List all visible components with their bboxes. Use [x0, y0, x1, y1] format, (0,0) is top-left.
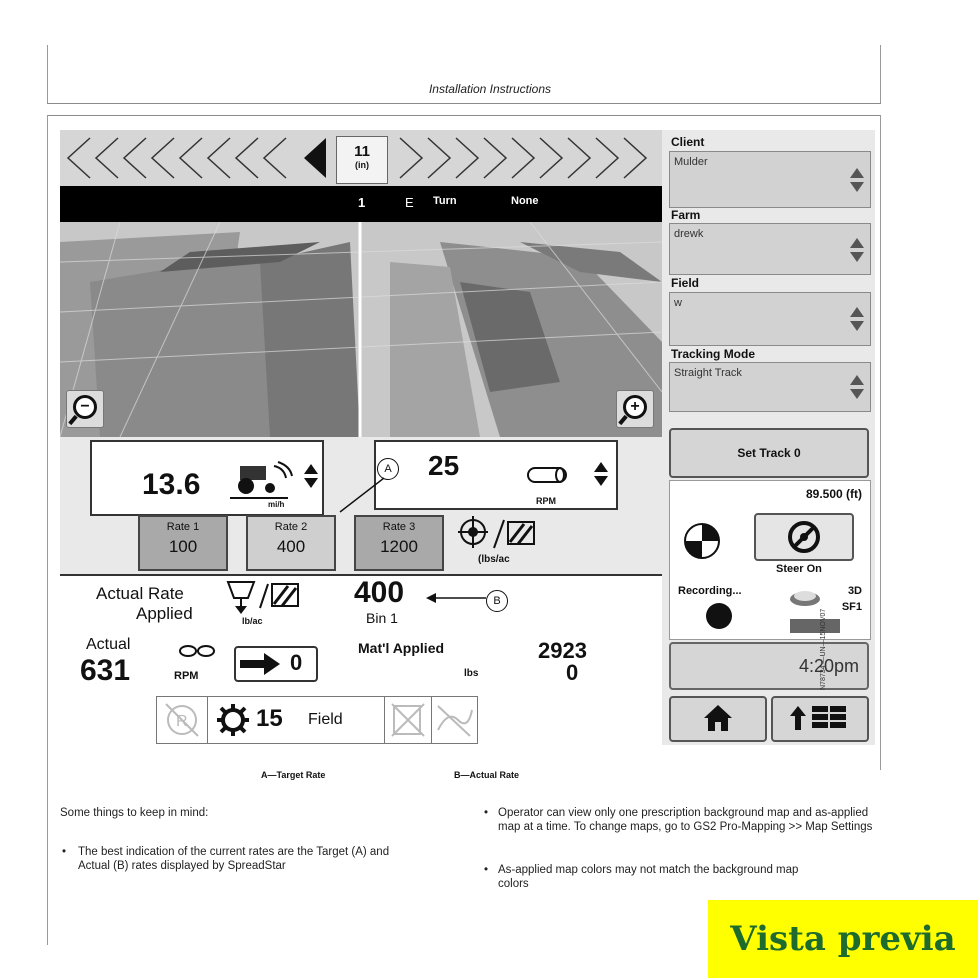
zoom-out-icon: − — [73, 395, 97, 419]
material-applied-field: 0 — [566, 660, 579, 685]
reset-button[interactable] — [157, 697, 208, 743]
position-target-icon — [684, 523, 720, 559]
guidance-arrow-strip — [60, 130, 662, 186]
intro-text: Some things to keep in mind: — [60, 807, 209, 819]
callout-b: B — [486, 590, 508, 612]
gps-receiver-icon — [788, 587, 822, 609]
track-spacing: 89.500 (ft) — [805, 487, 862, 501]
turn-value: None — [511, 195, 539, 207]
arrow-counter-value: 0 — [290, 650, 303, 675]
svg-text:R: R — [176, 713, 188, 730]
zoom-in-button[interactable] — [616, 390, 654, 428]
display-screenshot — [60, 130, 875, 745]
offset-readout — [336, 136, 388, 184]
field-value: w — [674, 297, 682, 309]
actual-rate-icon — [226, 580, 306, 616]
material-applied-label: Mat'l Applied — [358, 640, 445, 656]
figure-left-rule — [47, 115, 48, 945]
section-disabled-icon — [388, 700, 428, 740]
right-bullet-1-text: Operator can view only one prescription background map and as-applied map at a time. To change maps, go to GS2 Pro-Mapping >> Map Settings — [498, 807, 873, 833]
home-button[interactable] — [669, 696, 767, 742]
material-applied-total: 2923 — [538, 638, 587, 663]
farm-selector[interactable] — [669, 223, 871, 275]
speed-value: 13.6 — [142, 468, 201, 501]
recording-label: Recording... — [678, 585, 742, 597]
field-counter-value: 15 — [256, 705, 283, 732]
menu-button[interactable] — [771, 696, 869, 742]
left-bullet-text: The best indication of the current rates are the Target (A) and Actual (B) rates displayed by SpreadStar — [78, 846, 390, 872]
offset-unit: (in) — [355, 160, 369, 170]
tracking-mode-label: Tracking Mode — [671, 347, 756, 361]
gear-icon — [216, 703, 250, 737]
updown-arrow-icon — [850, 168, 864, 192]
offset-value: 11 — [354, 143, 370, 160]
menu-layout-icon — [788, 702, 852, 734]
set-track-button[interactable] — [669, 428, 869, 478]
actual-rpm-unit: RPM — [174, 670, 199, 682]
bottom-toolbar — [156, 696, 478, 744]
actual-rate-label-1: Actual Rate — [96, 584, 184, 603]
turn-label: Turn — [433, 195, 457, 207]
rate-3-label: Rate 3 — [382, 521, 416, 533]
spinner-disc-icon — [178, 644, 218, 658]
speed-unit: mi/h — [268, 500, 285, 509]
clock-time: 4:20pm — [798, 656, 859, 676]
actual-rate-unit: lb/ac — [242, 616, 263, 626]
reset-disabled-icon — [162, 700, 202, 740]
boundary-disabled-icon — [434, 700, 474, 740]
home-icon — [703, 704, 733, 732]
client-selector[interactable] — [669, 151, 871, 208]
rate-2-label: Rate 2 — [274, 521, 308, 533]
right-bullet-2-text: As-applied map colors may not match the background map colors — [498, 864, 799, 890]
tracking-mode-selector[interactable] — [669, 362, 871, 412]
rate-1-label: Rate 1 — [166, 521, 200, 533]
signal-strength-bar — [790, 619, 840, 633]
client-value: Mulder — [674, 156, 708, 168]
heading-direction: E — [405, 195, 414, 210]
recording-indicator-icon — [706, 603, 732, 629]
steer-status-label: Steer On — [776, 563, 822, 575]
caption-a: A—Target Rate — [261, 770, 326, 780]
rate-2-button[interactable] — [246, 515, 336, 571]
rpm-setpoint-value: 25 — [428, 450, 460, 481]
speed-box — [90, 440, 324, 516]
farm-value: drewk — [674, 228, 704, 240]
figure-top-rule — [47, 115, 881, 116]
actual-rate-bin: Bin 1 — [366, 610, 398, 626]
header-rule — [47, 103, 881, 104]
actual-rpm-label: Actual — [86, 636, 131, 653]
rate-2-value: 400 — [276, 537, 306, 556]
arrow-counter-button[interactable] — [234, 646, 318, 682]
steering-panel — [669, 480, 871, 640]
target-rate-icon — [458, 516, 538, 552]
gps-signal: SF1 — [841, 601, 862, 613]
zoom-in-icon: + — [623, 395, 647, 419]
actual-rpm-value: 631 — [80, 654, 131, 687]
spinner-roller-icon — [524, 464, 570, 486]
farm-label: Farm — [671, 208, 701, 222]
right-bullet-1-marker: • — [484, 807, 489, 819]
updown-arrow-icon[interactable] — [594, 462, 608, 486]
field-counter-label: Field — [308, 711, 343, 728]
clock-display — [669, 642, 869, 690]
set-track-label: Set Track 0 — [737, 446, 801, 460]
updown-arrow-icon — [850, 375, 864, 399]
rpm-setpoint-box — [374, 440, 618, 510]
steering-wheel-icon — [786, 519, 822, 555]
rate-3-value: 1200 — [380, 537, 418, 556]
right-arrow-icon — [240, 653, 284, 675]
guidance-status-bar — [60, 186, 662, 222]
tractor-icon — [230, 460, 294, 500]
rate-1-value: 100 — [168, 537, 198, 556]
zoom-out-button[interactable] — [66, 390, 104, 428]
updown-arrow-icon — [850, 307, 864, 331]
pass-number: 1 — [358, 195, 366, 210]
client-label: Client — [671, 135, 705, 149]
rate-1-button[interactable] — [138, 515, 228, 571]
updown-arrow-icon[interactable] — [304, 464, 318, 488]
map-perspective-view[interactable] — [60, 222, 662, 437]
updown-arrow-icon — [850, 238, 864, 262]
rate-3-button[interactable] — [354, 515, 444, 571]
actual-rate-label-2: Applied — [136, 604, 193, 623]
material-applied-unit: lbs — [464, 668, 479, 679]
right-bullet-2-marker: • — [484, 864, 489, 876]
page-header-title: Installation Instructions — [428, 82, 552, 96]
steer-toggle-button[interactable] — [754, 513, 854, 561]
figure-side-code: N78734 —UN—15NOV07 — [820, 608, 827, 690]
gps-mode: 3D — [847, 585, 862, 597]
field-label: Field — [671, 276, 700, 290]
preview-badge: Vista previa — [708, 900, 978, 978]
rate-unit: (lbs/ac — [478, 554, 510, 565]
callout-b-arrow — [426, 592, 486, 604]
left-bullet-marker: • — [62, 846, 67, 858]
rpm-setpoint-unit: RPM — [536, 496, 556, 506]
section-control-button[interactable] — [385, 697, 432, 743]
callout-a: A — [377, 458, 399, 480]
caption-b: B—Actual Rate — [454, 770, 520, 780]
field-map-graphic — [60, 222, 662, 437]
tracking-mode-value: Straight Track — [674, 367, 742, 379]
callout-a-leader — [334, 476, 394, 516]
field-selector[interactable] — [669, 292, 871, 346]
field-counter-button[interactable] — [208, 697, 385, 743]
actual-rate-value: 400 — [354, 576, 405, 609]
boundary-button[interactable] — [432, 697, 477, 743]
figure-right-rule — [880, 115, 881, 770]
